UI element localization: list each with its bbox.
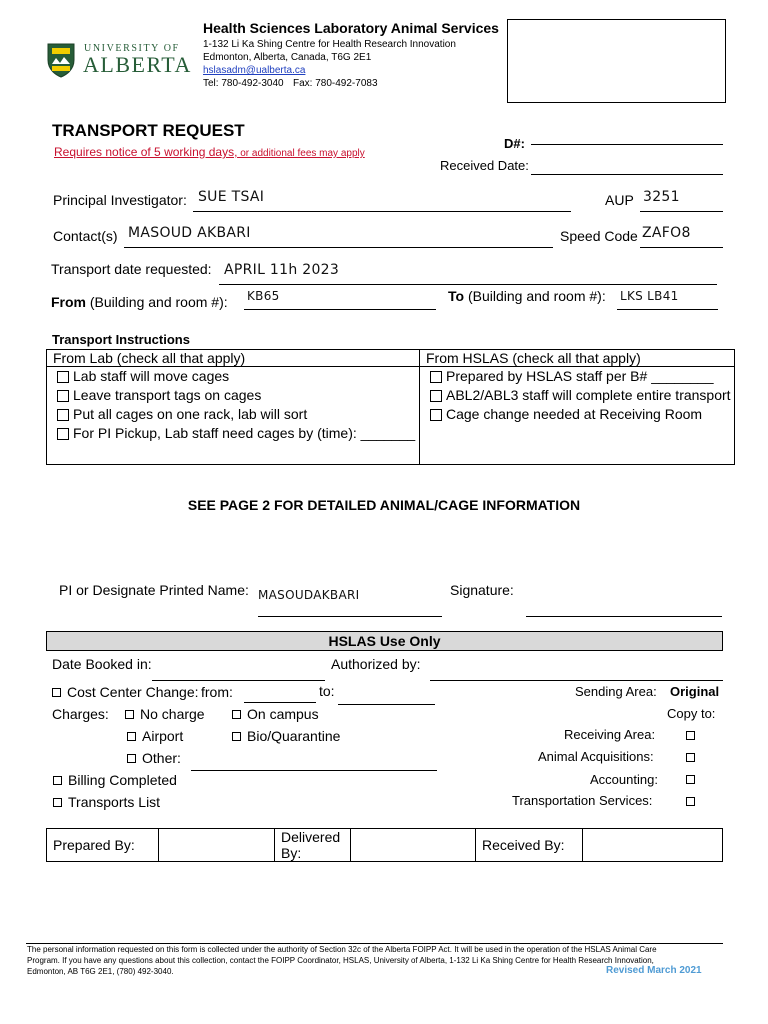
- animal-acquisitions-label: Animal Acquisitions:: [538, 749, 654, 764]
- airport-label: Airport: [142, 728, 184, 744]
- transport-date-value[interactable]: APRIL 11h 2023: [224, 262, 340, 278]
- email-link[interactable]: hslasadm@ualberta.ca: [203, 65, 306, 76]
- checkbox[interactable]: [232, 710, 241, 719]
- cost-to-label: to:: [319, 683, 335, 699]
- checkbox[interactable]: [53, 776, 62, 785]
- copy-to-label: Copy to:: [667, 706, 716, 721]
- hslas-use-only-band: [46, 631, 723, 651]
- pi-value[interactable]: SUE TSAI: [198, 189, 265, 205]
- contact-value[interactable]: MASOUD AKBARI: [128, 225, 251, 241]
- transport-date-label: Transport date requested:: [51, 261, 212, 277]
- accounting-label: Accounting:: [590, 772, 658, 787]
- footer-line2: Program. If you have any questions about this collection, contact the FOIPP Coordinator, HSLAS, University of Alberta, 1-132 Li Ka Shing Centre for Health Research Innovation,: [27, 956, 654, 965]
- checkbox[interactable]: [430, 371, 442, 383]
- checkbox[interactable]: [430, 409, 442, 421]
- d-number-field[interactable]: [531, 144, 723, 145]
- no-charge-label: No charge: [140, 706, 205, 722]
- hslas-use-only-title: HSLAS Use Only: [328, 633, 441, 649]
- checkbox[interactable]: [232, 732, 241, 741]
- printed-name-value[interactable]: MASOUDAKBARI: [258, 588, 360, 602]
- instructions-table: [46, 349, 735, 465]
- cost-center-change[interactable]: [52, 684, 199, 700]
- hslas-option[interactable]: [430, 368, 734, 387]
- checkbox[interactable]: [53, 798, 62, 807]
- to-rest: (Building and room #):: [464, 288, 606, 304]
- sending-area-label: Sending Area:: [575, 684, 657, 699]
- charge-no-charge[interactable]: [125, 706, 205, 722]
- hslas-option[interactable]: [430, 387, 734, 406]
- from-lab-header: From Lab (check all that apply): [47, 350, 420, 367]
- org-name: Health Sciences Laboratory Animal Services: [203, 20, 499, 36]
- hslas-option-label: Cage change needed at Receiving Room: [446, 406, 703, 422]
- date-booked-line[interactable]: [152, 680, 325, 681]
- checkbox[interactable]: [57, 428, 69, 440]
- checkbox[interactable]: [57, 390, 69, 402]
- to-field-line: [617, 309, 718, 310]
- lab-option-label: Put all cages on one rack, lab will sort: [73, 406, 308, 422]
- authorized-by-line[interactable]: [430, 680, 723, 681]
- received-date-field[interactable]: [531, 174, 723, 175]
- address-line2: Edmonton, Alberta, Canada, T6G 2E1: [203, 52, 372, 63]
- to-value[interactable]: LKS LB41: [620, 289, 679, 303]
- from-lab-cell: [47, 367, 420, 465]
- signature-line[interactable]: [526, 616, 722, 617]
- d-number-label: D#:: [504, 136, 525, 151]
- hslas-option-label: ABL2/ABL3 staff will complete entire transport: [446, 387, 731, 403]
- university-logo: [46, 40, 191, 80]
- prepared-by-field[interactable]: [159, 829, 275, 862]
- sending-area-original: Original: [670, 684, 720, 699]
- office-stamp-box: [507, 19, 726, 103]
- authorized-by-label: Authorized by:: [331, 656, 421, 672]
- receiving-area-label: Receiving Area:: [564, 727, 656, 742]
- transportation-services-checkbox[interactable]: [686, 797, 695, 806]
- checkbox[interactable]: [430, 390, 442, 402]
- other-line[interactable]: [191, 770, 437, 771]
- notice-main: Requires notice of 5 working days,: [54, 145, 238, 159]
- prepared-by-label: Prepared By:: [47, 829, 159, 862]
- lab-option[interactable]: [57, 387, 419, 406]
- received-by-label: Received By:: [476, 829, 583, 862]
- phone: Tel: 780-492-3040: [203, 78, 284, 89]
- hslas-option[interactable]: [430, 406, 734, 425]
- billing-completed[interactable]: [53, 772, 177, 788]
- shield-icon: [46, 42, 76, 78]
- from-hslas-header: From HSLAS (check all that apply): [420, 350, 735, 367]
- other-label: Other:: [142, 750, 181, 766]
- received-date-label: Received Date:: [440, 158, 529, 173]
- checkbox[interactable]: [125, 710, 134, 719]
- speed-code-field-line: [640, 247, 723, 248]
- speed-code-value[interactable]: ZAFO8: [642, 225, 691, 241]
- pi-label: Principal Investigator:: [53, 192, 187, 208]
- checkbox[interactable]: [127, 754, 136, 763]
- lab-option[interactable]: [57, 368, 419, 387]
- checkbox[interactable]: [127, 732, 136, 741]
- from-bold: From: [51, 294, 86, 310]
- logo-line1: UNIVERSITY OF: [84, 43, 180, 54]
- signature-label: Signature:: [450, 582, 514, 598]
- charges-label: Charges:: [52, 706, 109, 722]
- cost-center-label: Cost Center Change:: [67, 684, 199, 700]
- charge-bio-quarantine[interactable]: [232, 728, 340, 744]
- checkbox[interactable]: [57, 371, 69, 383]
- page-title: TRANSPORT REQUEST: [52, 121, 245, 140]
- transports-list[interactable]: [53, 794, 160, 810]
- delivered-by-field[interactable]: [351, 829, 476, 862]
- footer-line1: The personal information requested on this form is collected under the authority of Section 32c of the Alberta FOIPP Act. It will be used in the operation of the HSLAS Animal Care: [27, 945, 657, 954]
- see-page-2-note: SEE PAGE 2 FOR DETAILED ANIMAL/CAGE INFORMATION: [187, 497, 581, 513]
- notice: [54, 145, 365, 159]
- date-booked-label: Date Booked in:: [52, 656, 152, 672]
- on-campus-label: On campus: [247, 706, 319, 722]
- accounting-checkbox[interactable]: [686, 775, 695, 784]
- from-hslas-cell: [420, 367, 735, 465]
- cost-from-label: from:: [201, 684, 233, 700]
- cost-from-line[interactable]: [244, 702, 316, 703]
- animal-acquisitions-checkbox[interactable]: [686, 753, 695, 762]
- received-by-field[interactable]: [583, 829, 723, 862]
- printed-name-label: PI or Designate Printed Name:: [59, 582, 249, 598]
- aup-field-line: [640, 211, 723, 212]
- printed-name-line: [258, 616, 442, 617]
- checkbox[interactable]: [52, 688, 61, 697]
- aup-label: AUP: [605, 192, 634, 208]
- fax: Fax: 780-492-7083: [293, 78, 378, 89]
- lab-option[interactable]: [57, 425, 419, 444]
- revised-date: Revised March 2021: [606, 965, 702, 976]
- delivered-by-label: Delivered By:: [275, 829, 351, 862]
- from-value[interactable]: KB65: [247, 289, 280, 303]
- receiving-area-checkbox[interactable]: [686, 731, 695, 740]
- footer-line3: Edmonton, AB T6G 2E1, (780) 492-3040.: [27, 967, 174, 976]
- transports-list-label: Transports List: [68, 794, 161, 810]
- to-bold: To: [448, 288, 465, 304]
- logo-line2: ALBERTA: [83, 52, 192, 77]
- checkbox[interactable]: [57, 409, 69, 421]
- pi-field-line: [193, 211, 571, 212]
- hslas-option-label: Prepared by HSLAS staff per B# ________: [446, 368, 714, 384]
- billing-completed-label: Billing Completed: [68, 772, 177, 788]
- lab-option-label: Leave transport tags on cages: [73, 387, 262, 403]
- from-rest: (Building and room #):: [86, 294, 228, 310]
- lab-option[interactable]: [57, 406, 419, 425]
- lab-option-label: Lab staff will move cages: [73, 368, 230, 384]
- to-label: [448, 288, 606, 304]
- from-field-line: [244, 309, 436, 310]
- signoff-table: [46, 828, 723, 862]
- cost-to-line[interactable]: [338, 704, 435, 705]
- lab-option-label: For PI Pickup, Lab staff need cages by (time): _______: [73, 425, 416, 441]
- charge-airport[interactable]: [127, 728, 183, 744]
- from-label: [51, 294, 228, 310]
- notice-small: or additional fees may apply: [237, 148, 365, 159]
- speed-code-label: Speed Code: [560, 228, 638, 244]
- transport-date-line: [219, 284, 717, 285]
- address-line1: 1-132 Li Ka Shing Centre for Health Research Innovation: [203, 39, 456, 50]
- aup-value[interactable]: 3251: [643, 189, 680, 205]
- contact-field-line: [124, 247, 553, 248]
- charge-on-campus[interactable]: [232, 706, 319, 722]
- contact-label: Contact(s): [53, 228, 118, 244]
- charge-other[interactable]: [127, 750, 181, 766]
- bio-quarantine-label: Bio/Quarantine: [247, 728, 341, 744]
- instructions-title: Transport Instructions: [52, 332, 190, 347]
- transportation-services-label: Transportation Services:: [512, 793, 653, 808]
